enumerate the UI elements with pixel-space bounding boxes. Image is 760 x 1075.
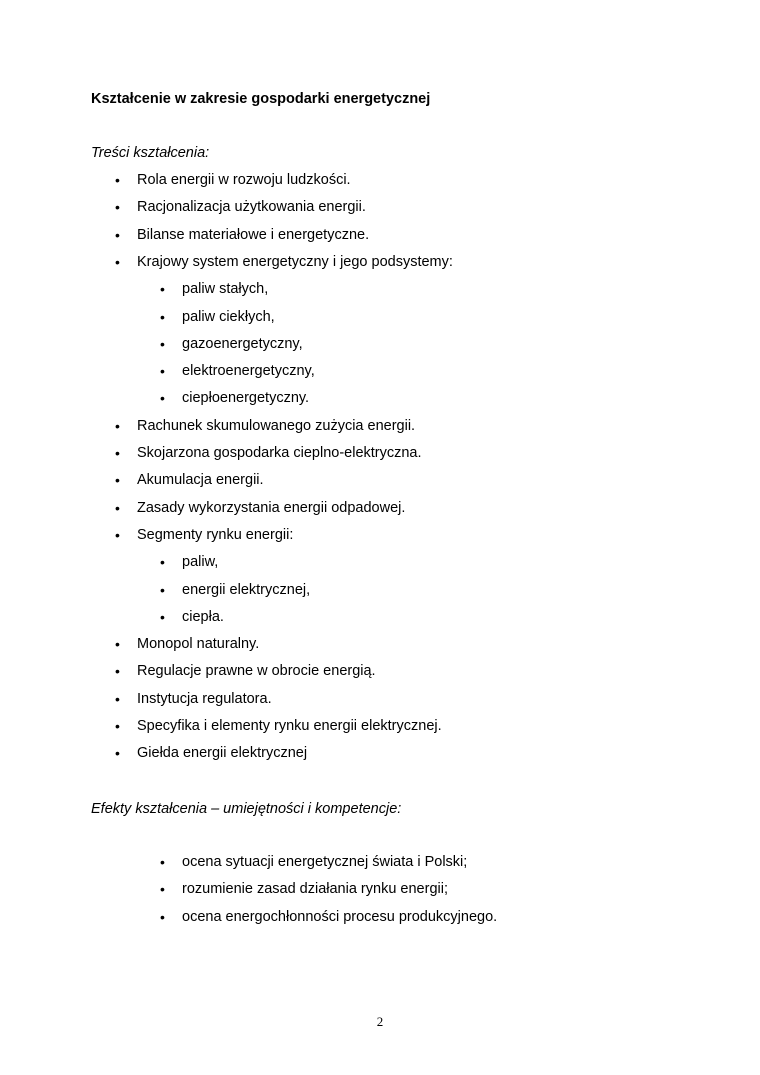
bullet-icon: •	[115, 417, 120, 434]
outcomes-heading: Efekty kształcenia – umiejętności i kompetencje:	[91, 801, 402, 817]
bullet-icon: •	[160, 908, 165, 925]
list-item-text: Regulacje prawne w obrocie energią.	[137, 663, 376, 680]
list-item-text: ocena sytuacji energetycznej świata i Polski;	[182, 854, 468, 870]
list-item-text: gazoenergetyczny,	[182, 335, 303, 352]
bullet-icon: •	[115, 690, 120, 707]
list-item-text: Monopol naturalny.	[137, 636, 260, 653]
list-item-text: Krajowy system energetyczny i jego podsystemy:	[137, 253, 453, 270]
list-item-text: Giełda energii elektrycznej	[137, 745, 308, 762]
bullet-icon: •	[115, 663, 120, 680]
list-item-text: energii elektrycznej,	[182, 581, 311, 598]
bullet-icon: •	[115, 199, 120, 216]
bullet-icon: •	[115, 472, 120, 489]
list-item-text: Rola energii w rozwoju ludzkości.	[137, 172, 351, 188]
list-item-text: ocena energochłonności procesu produkcyjnego.	[182, 908, 498, 925]
list-item-text: Rachunek skumulowanego zużycia energii.	[137, 417, 416, 434]
list-item-text: Instytucja regulatora.	[137, 690, 272, 707]
bullet-icon: •	[115, 526, 120, 543]
bullet-icon: •	[160, 581, 165, 598]
contents-heading: Treści kształcenia:	[91, 145, 210, 161]
page-number: 2	[376, 1014, 384, 1029]
bullet-icon: •	[115, 253, 120, 270]
bullet-icon: •	[160, 308, 165, 325]
list-item-text: paliw stałych,	[182, 281, 269, 298]
bullet-icon: •	[160, 881, 165, 898]
bullet-icon: •	[115, 226, 120, 243]
list-item-text: paliw ciekłych,	[182, 308, 275, 325]
list-item-text: Racjonalizacja użytkowania energii.	[137, 199, 366, 216]
bullet-icon: •	[160, 335, 165, 352]
bullet-icon: •	[160, 363, 165, 380]
document-title: Kształcenie w zakresie gospodarki energetycznej	[91, 91, 431, 107]
list-item-text: rozumienie zasad działania rynku energii;	[182, 881, 448, 898]
list-item-text: Bilanse materiałowe i energetyczne.	[137, 226, 370, 243]
list-item-text: Zasady wykorzystania energii odpadowej.	[137, 499, 406, 516]
bullet-icon: •	[115, 499, 120, 516]
bullet-icon: •	[115, 172, 120, 188]
list-item-text: ciepła.	[182, 608, 224, 625]
bullet-icon: •	[115, 745, 120, 762]
bullet-icon: •	[115, 636, 120, 653]
bullet-icon: •	[160, 854, 165, 870]
bullet-icon: •	[160, 608, 165, 625]
bullet-icon: •	[160, 554, 165, 571]
list-item-text: Specyfika i elementy rynku energii elektrycznej.	[137, 718, 442, 734]
list-item-text: paliw,	[182, 554, 219, 571]
list-item-text: Skojarzona gospodarka cieplno-elektryczna.	[137, 445, 422, 461]
bullet-icon: •	[115, 445, 120, 461]
bullet-icon: •	[115, 718, 120, 734]
bullet-icon: •	[160, 281, 165, 298]
list-item-text: Akumulacja energii.	[137, 472, 264, 489]
list-item-text: Segmenty rynku energii:	[137, 526, 294, 543]
list-item-text: ciepłoenergetyczny.	[182, 390, 310, 407]
list-item-text: elektroenergetyczny,	[182, 363, 315, 380]
bullet-icon: •	[160, 390, 165, 407]
